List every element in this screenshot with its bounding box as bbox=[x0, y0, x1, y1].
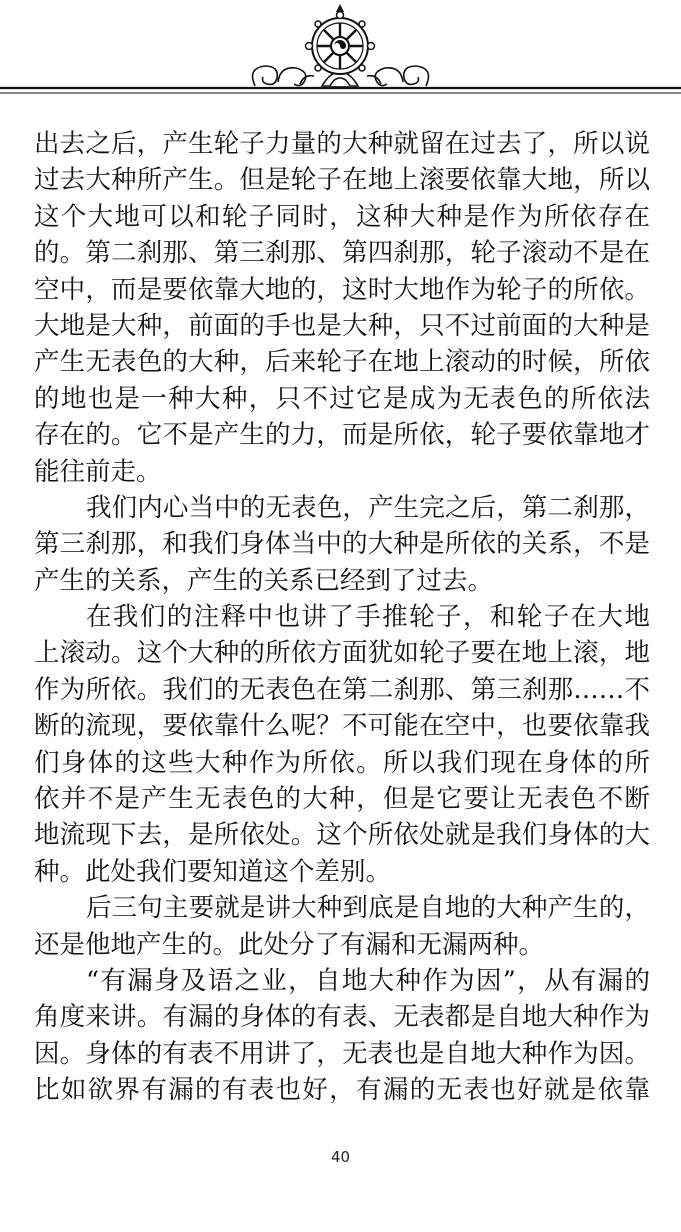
text-line: 比如欲界有漏的有表也好，有漏的无表也好就是依靠 bbox=[34, 1075, 650, 1106]
text-line: “有漏身及语之业，自地大种作为因”，从有漏的 bbox=[86, 965, 650, 996]
text-line: 大地是大种，前面的手也是大种，只不过前面的大种是 bbox=[34, 310, 650, 341]
text-line: 断的流现，要依靠什么呢？不可能在空中，也要依靠我 bbox=[34, 711, 650, 742]
text-line: 地流现下去，是所依处。这个所依处就是我们身体的大 bbox=[34, 820, 650, 851]
text-line: 我们内心当中的无表色，产生完之后，第二刹那， bbox=[86, 492, 650, 523]
text-line: 后三句主要就是讲大种到底是自地的大种产生的， bbox=[86, 893, 650, 924]
text-line: 的。第二刹那、第三刹那、第四刹那，轮子滚动不是在 bbox=[34, 238, 650, 269]
text-line: 空中，而是要依靠大地的，这时大地作为轮子的所依。 bbox=[34, 274, 650, 305]
text-line: 种。此处我们要知道这个差别。 bbox=[34, 856, 392, 887]
text-line: 能往前走。 bbox=[34, 456, 162, 487]
text-line: 因。身体的有表不用讲了，无表也是自地大种作为因。 bbox=[34, 1038, 650, 1069]
text-line: 上滚动。这个大种的所依方面犹如轮子要在地上滚，地 bbox=[34, 638, 650, 669]
cloud-scroll-left-icon bbox=[253, 66, 314, 86]
text-line: 出去之后，产生轮子力量的大种就留在过去了，所以说 bbox=[34, 129, 650, 159]
body-text bbox=[34, 126, 650, 1109]
text-line: 角度来讲。有漏的身体的有表、无表都是自地大种作为 bbox=[34, 1002, 650, 1033]
text-line: 的地也是一种大种，只不过它是成为无表色的所依法 bbox=[34, 383, 650, 414]
text-line: 过去大种所产生。但是轮子在地上滚要依靠大地，所以 bbox=[34, 165, 650, 196]
text-line: 还是他地产生的。此处分了有漏和无漏两种。 bbox=[34, 929, 545, 960]
dharma-wheel-ornament bbox=[0, 0, 681, 100]
dharma-wheel-icon bbox=[306, 4, 375, 74]
text-line: 在我们的注释中也讲了手推轮子，和轮子在大地 bbox=[86, 602, 650, 633]
text-line: 作为所依。我们的无表色在第二刹那、第三刹那……不 bbox=[34, 674, 650, 705]
text-line: 产生无表色的大种，后来轮子在地上滚动的时候，所依 bbox=[34, 347, 650, 378]
text-line: 这个大地可以和轮子同时，这种大种是作为所依存在 bbox=[34, 201, 650, 232]
text-line: 依并不是产生无表色的大种，但是它要让无表色不断 bbox=[34, 784, 650, 815]
cloud-scroll-right-icon bbox=[367, 66, 428, 86]
page-header bbox=[0, 0, 681, 100]
text-line: 产生的关系，产生的关系已经到了过去。 bbox=[34, 565, 494, 596]
text-line: 们身体的这些大种作为所依。所以我们现在身体的所 bbox=[34, 747, 650, 778]
page-number: 40 bbox=[330, 1148, 351, 1166]
text-line: 存在的。它不是产生的力，而是所依，轮子要依靠地才 bbox=[34, 420, 650, 451]
text-line: 第三刹那，和我们身体当中的大种是所依的关系，不是 bbox=[34, 529, 650, 560]
